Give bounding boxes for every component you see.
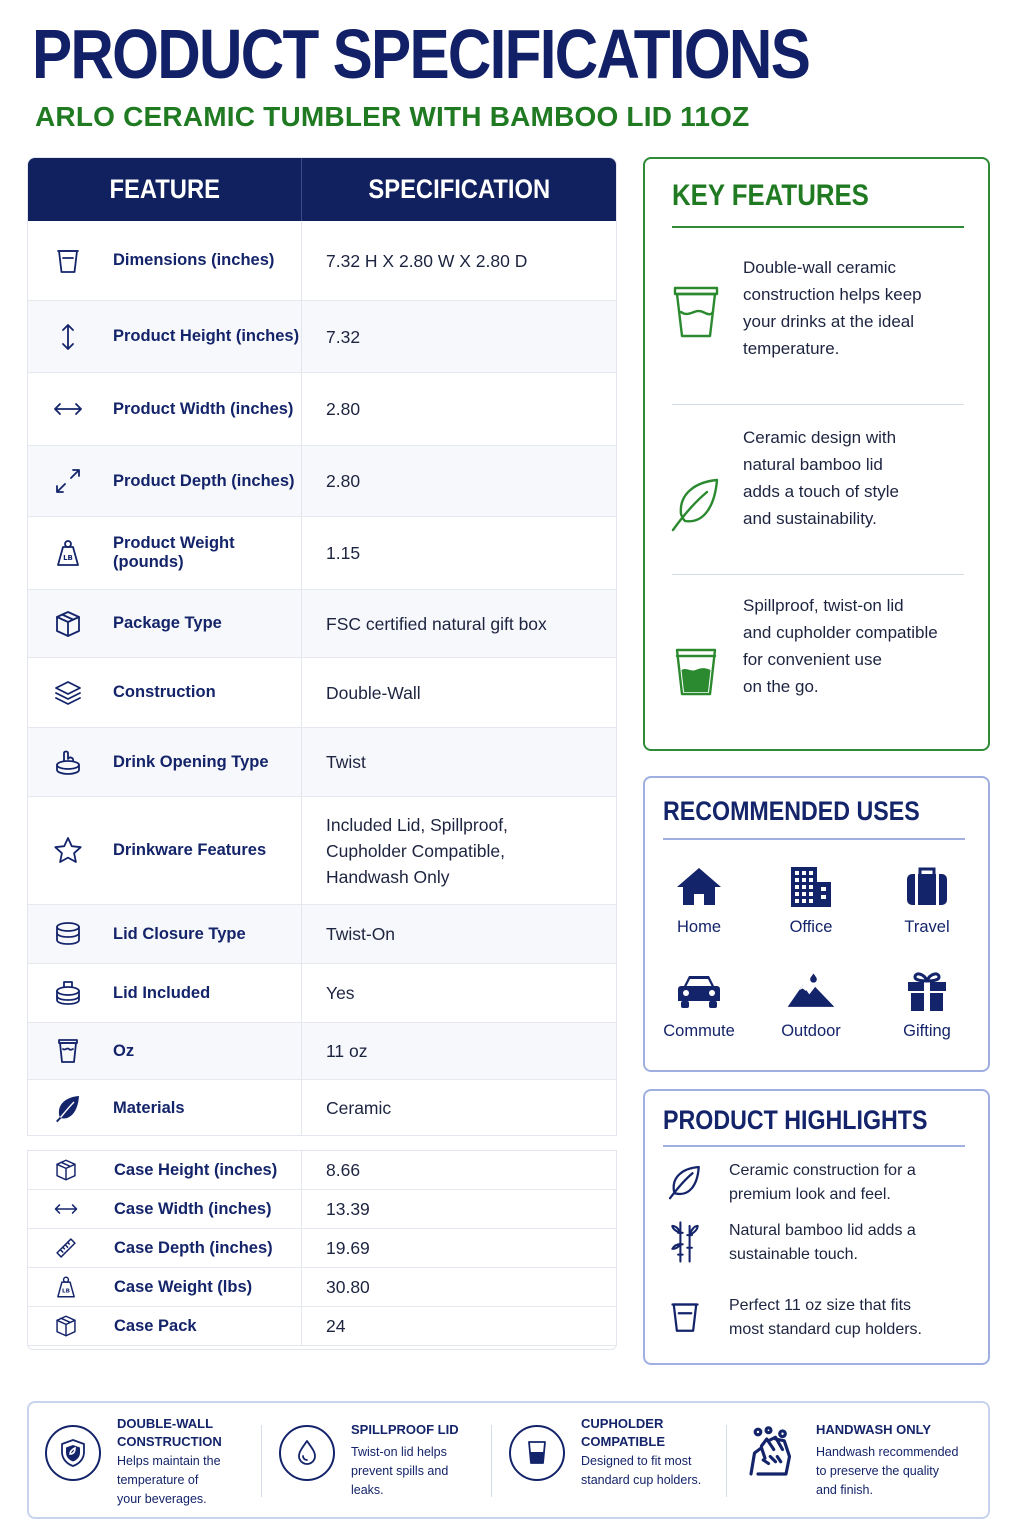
spec-value: 30.80 (326, 1277, 370, 1297)
table-row (28, 1307, 616, 1346)
table-header (28, 158, 616, 221)
horizontal-arrow-icon (51, 1194, 81, 1224)
use-gifting (877, 966, 977, 1041)
use-travel (877, 862, 977, 937)
strip-desc-line: temperature of (117, 1473, 199, 1487)
spec-line: Included Lid, Spillproof, (326, 814, 508, 835)
layers-icon (48, 673, 88, 713)
tumbler-icon (48, 1031, 88, 1071)
strip-desc-line: Handwash recommended (816, 1445, 959, 1459)
table-row (28, 1151, 616, 1190)
leaf-icon (48, 1088, 88, 1128)
feature-label: Product Width (inches) (113, 399, 294, 418)
lid-included-icon (48, 973, 88, 1013)
spec-line: Handwash Only (326, 866, 450, 887)
table-row (28, 1023, 616, 1080)
strip-item (45, 1403, 270, 1517)
cup-icon (48, 241, 88, 281)
box-icon (48, 604, 88, 644)
key-feature-line: adds a touch of style (743, 482, 899, 501)
vertical-arrow-icon (48, 317, 88, 357)
key-features-card (643, 157, 990, 751)
home-icon (649, 862, 749, 912)
use-outdoor (761, 966, 861, 1041)
feature-label: Drinkware Features (113, 841, 267, 859)
feature-label: Case Pack (114, 1316, 197, 1335)
handwash-icon (744, 1425, 800, 1481)
highlight-line: most standard cup holders. (729, 1321, 922, 1338)
spec-table (27, 157, 617, 1136)
strip-item (744, 1403, 969, 1517)
feature-label: Product Weight (pounds) (113, 534, 235, 571)
feature-label: Construction (113, 683, 216, 701)
feature-label: Dimensions (inches) (113, 251, 275, 269)
spec-value: 2.80 (326, 471, 361, 491)
drop-icon (279, 1425, 335, 1481)
table-row (28, 301, 616, 373)
spec-value: 7.32 (326, 326, 361, 347)
table-row (28, 446, 616, 517)
leaf-icon (669, 474, 723, 534)
strip-item (279, 1403, 504, 1517)
box-icon (51, 1311, 81, 1341)
highlight-line: sustainable touch. (729, 1246, 858, 1263)
spec-value: Double-Wall (326, 682, 421, 703)
highlight-line: premium look and feel. (729, 1186, 891, 1203)
strip-title-line: DOUBLE-WALL (117, 1416, 214, 1431)
feature-label: Product Depth (inches) (113, 471, 295, 490)
spec-value: 13.39 (326, 1199, 370, 1219)
key-feature-line: and sustainability. (743, 509, 877, 528)
svg-text:LB: LB (62, 1288, 70, 1295)
strip-item (509, 1403, 734, 1517)
suitcase-icon (877, 862, 977, 912)
star-icon (48, 831, 88, 871)
key-feature-line: Spillproof, twist-on lid (743, 596, 904, 615)
strip-desc-line: and finish. (816, 1483, 873, 1497)
weight-icon (51, 1272, 81, 1302)
feature-label: Lid Included (113, 983, 211, 1002)
shield-icon (45, 1425, 101, 1481)
strip-desc-line: standard cup holders. (581, 1473, 702, 1487)
spec-value: FSC certified natural gift box (326, 613, 547, 634)
key-feature-line: construction helps keep (743, 285, 922, 304)
header-specification: SPECIFICATION (368, 174, 550, 204)
use-office (761, 862, 861, 937)
key-feature-line: natural bamboo lid (743, 455, 883, 474)
strip-desc-line: to preserve the quality (816, 1464, 939, 1478)
feature-label: Case Weight (lbs) (114, 1277, 253, 1296)
weight-icon (48, 533, 88, 573)
product-highlights-title: PRODUCT HIGHLIGHTS (663, 1105, 928, 1135)
spec-value: Yes (326, 983, 355, 1003)
box-icon (51, 1155, 81, 1185)
feature-label: Case Width (inches) (114, 1199, 272, 1218)
table-row (28, 1229, 616, 1268)
highlight-line: Perfect 11 oz size that fits (729, 1297, 912, 1314)
key-feature-line: on the go. (743, 677, 819, 696)
use-commute (649, 966, 749, 1041)
diagonal-arrows-icon (48, 461, 88, 501)
table-row (28, 590, 616, 658)
feature-label: Package Type (113, 614, 222, 632)
features-strip (27, 1401, 990, 1519)
spec-value: 1.15 (326, 543, 361, 563)
key-feature-line: temperature. (743, 339, 840, 358)
spec-value: 24 (326, 1316, 346, 1336)
table-row (28, 517, 616, 590)
feature-label: Drink Opening Type (113, 752, 269, 771)
strip-desc-line: Designed to fit most (581, 1454, 692, 1468)
use-home (649, 862, 749, 937)
spec-value: 8.66 (326, 1160, 361, 1180)
table-row (28, 658, 616, 728)
use-label: Commute (663, 1022, 735, 1040)
spec-value: Ceramic (326, 1098, 392, 1118)
strip-title-line: COMPATIBLE (581, 1434, 666, 1449)
recommended-uses-card (643, 776, 990, 1072)
table-row (28, 728, 616, 797)
spec-value: Twist-On (326, 924, 396, 944)
use-label: Office (789, 918, 833, 936)
feature-label: Case Height (inches) (114, 1160, 278, 1179)
gift-icon (877, 966, 977, 1016)
page-subtitle: ARLO CERAMIC TUMBLER WITH BAMBOO LID 11OZ (35, 101, 750, 132)
spec-value: 7.32 H X 2.80 W X 2.80 D (326, 250, 528, 271)
use-label: Home (676, 918, 721, 936)
key-feature-line: and cupholder compatible (743, 623, 938, 642)
key-feature-line: for convenient use (743, 650, 882, 669)
feature-label: Materials (113, 1098, 185, 1117)
filled-cup-icon (669, 640, 723, 700)
office-icon (761, 862, 861, 912)
strip-title-line: CUPHOLDER (581, 1416, 664, 1431)
spec-value: 11 oz (326, 1041, 368, 1061)
strip-desc-line: prevent spills and (351, 1464, 449, 1478)
highlight-line: Ceramic construction for a (729, 1162, 916, 1179)
strip-title-line: SPILLPROOF LID (351, 1422, 459, 1437)
strip-desc-line: Twist-on lid helps (351, 1445, 447, 1459)
spec-value: 19.69 (326, 1238, 370, 1258)
lid-icon (48, 914, 88, 954)
page-title: PRODUCT SPECIFICATIONS (32, 15, 810, 93)
table-row (28, 1268, 616, 1307)
use-label: Outdoor (781, 1022, 841, 1040)
key-feature-line: Double-wall ceramic (743, 258, 897, 277)
header-feature: FEATURE (28, 158, 302, 221)
key-feature-line: Ceramic design with (743, 428, 897, 447)
car-icon (649, 966, 749, 1016)
feature-label: Lid Closure Type (113, 924, 246, 943)
feature-label: Product Height (inches) (113, 327, 300, 345)
strip-desc-line: your beverages. (117, 1492, 207, 1506)
ruler-icon (51, 1233, 81, 1263)
cupholder-icon (509, 1425, 565, 1481)
strip-title-line: CONSTRUCTION (117, 1434, 222, 1449)
table-row (28, 373, 616, 446)
case-table (27, 1150, 617, 1350)
key-features-title: KEY FEATURES (672, 179, 869, 212)
strip-desc-line: Helps maintain the (117, 1454, 221, 1468)
table-row (28, 1190, 616, 1229)
use-label: Gifting (903, 1022, 951, 1040)
table-row (28, 221, 616, 301)
table-row (28, 964, 616, 1023)
key-feature-line: your drinks at the ideal (743, 312, 915, 331)
highlight-line: Natural bamboo lid adds a (729, 1222, 916, 1239)
strip-title-line: HANDWASH ONLY (816, 1422, 932, 1437)
strip-desc-line: leaks. (351, 1483, 384, 1497)
table-row (28, 1080, 616, 1136)
use-label: Travel (904, 918, 950, 936)
table-row (28, 905, 616, 964)
twist-lid-icon (48, 742, 88, 782)
spec-value: 2.80 (326, 399, 361, 419)
recommended-uses-title: RECOMMENDED USES (663, 796, 920, 826)
svg-text:LB: LB (63, 554, 73, 562)
horizontal-arrow-icon (48, 389, 88, 429)
feature-label: Oz (113, 1041, 135, 1060)
cup-icon (669, 282, 723, 342)
spec-line: Cupholder Compatible, (326, 840, 505, 861)
product-highlights-card (643, 1089, 990, 1365)
feature-label: Case Depth (inches) (114, 1238, 273, 1257)
table-row (28, 797, 616, 905)
mountain-icon (761, 966, 861, 1016)
spec-value: Twist (326, 752, 366, 772)
